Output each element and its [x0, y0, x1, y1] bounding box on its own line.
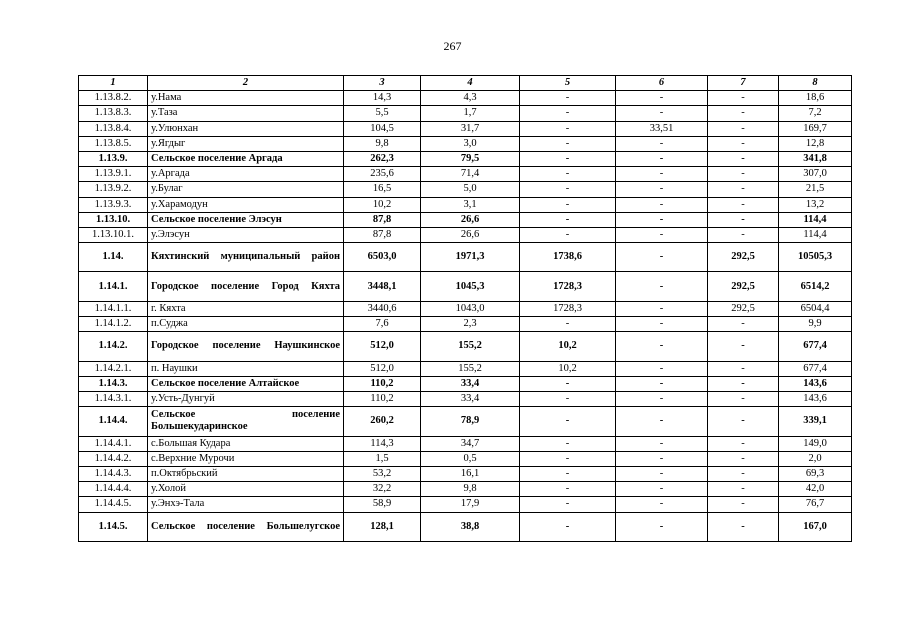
col-3-value: 104,5	[344, 121, 421, 136]
row-name: Сельское поселение Большекударинское	[148, 407, 344, 436]
row-code: 1.14.1.2.	[79, 317, 148, 332]
row-code: 1.14.2.	[79, 332, 148, 361]
col-7-value: -	[708, 376, 779, 391]
row-code: 1.14.3.1.	[79, 391, 148, 406]
col-3-value: 87,8	[344, 227, 421, 242]
col-3-value: 3448,1	[344, 272, 421, 301]
col-4-value: 3,0	[421, 136, 520, 151]
table-row	[79, 243, 852, 272]
table-row	[79, 512, 852, 541]
row-name: у.Нама	[148, 91, 344, 106]
row-name: Сельское поселение Большелугское	[148, 512, 344, 541]
col-3-value: 110,2	[344, 376, 421, 391]
col-8-total: 114,4	[779, 212, 852, 227]
col-5-value: -	[520, 451, 616, 466]
table-row	[79, 91, 852, 106]
col-5-value: -	[520, 497, 616, 512]
col-5-value: -	[520, 91, 616, 106]
col-5-value: -	[520, 376, 616, 391]
table-row	[79, 317, 852, 332]
row-code: 1.13.9.	[79, 151, 148, 166]
row-name: Сельское поселение Алтайское	[148, 376, 344, 391]
col-6-value: -	[616, 332, 708, 361]
col-5-value: -	[520, 407, 616, 436]
col-5-value: -	[520, 151, 616, 166]
row-name: у.Харамодун	[148, 197, 344, 212]
row-name: у.Элэсун	[148, 227, 344, 242]
row-code: 1.14.3.	[79, 376, 148, 391]
table-row	[79, 272, 852, 301]
col-7-value: 292,5	[708, 272, 779, 301]
col-3-value: 53,2	[344, 466, 421, 481]
col-8-total: 167,0	[779, 512, 852, 541]
col-5-value: 1728,3	[520, 301, 616, 316]
row-name: у.Ягдыг	[148, 136, 344, 151]
col-7-value: -	[708, 391, 779, 406]
row-name: п.Суджа	[148, 317, 344, 332]
col-5-value: 1728,3	[520, 272, 616, 301]
col-7-value: -	[708, 182, 779, 197]
data-table	[78, 75, 852, 542]
row-name: г. Кяхта	[148, 301, 344, 316]
col-7-value: -	[708, 497, 779, 512]
table-row	[79, 407, 852, 436]
col-5-value: -	[520, 121, 616, 136]
col-8-total: 21,5	[779, 182, 852, 197]
col-8-total: 69,3	[779, 466, 852, 481]
col-4-value: 5,0	[421, 182, 520, 197]
row-code: 1.14.4.5.	[79, 497, 148, 512]
table-row	[79, 182, 852, 197]
header-cell: 2	[148, 76, 344, 91]
col-4-value: 16,1	[421, 466, 520, 481]
col-4-value: 4,3	[421, 91, 520, 106]
col-4-value: 34,7	[421, 436, 520, 451]
col-6-value: -	[616, 407, 708, 436]
col-8-total: 341,8	[779, 151, 852, 166]
col-8-total: 339,1	[779, 407, 852, 436]
col-3-value: 16,5	[344, 182, 421, 197]
row-code: 1.14.4.4.	[79, 482, 148, 497]
col-7-value: -	[708, 91, 779, 106]
row-code: 1.13.8.3.	[79, 106, 148, 121]
col-6-value: -	[616, 272, 708, 301]
col-4-value: 9,8	[421, 482, 520, 497]
table-row	[79, 136, 852, 151]
row-name: Городское поселение Город Кяхта	[148, 272, 344, 301]
col-6-value: -	[616, 512, 708, 541]
col-7-value: 292,5	[708, 301, 779, 316]
col-3-value: 260,2	[344, 407, 421, 436]
col-4-value: 71,4	[421, 167, 520, 182]
table-row	[79, 301, 852, 316]
col-8-total: 169,7	[779, 121, 852, 136]
col-7-value: -	[708, 227, 779, 242]
row-code: 1.13.10.	[79, 212, 148, 227]
row-code: 1.14.4.2.	[79, 451, 148, 466]
col-3-value: 3440,6	[344, 301, 421, 316]
col-3-value: 1,5	[344, 451, 421, 466]
row-code: 1.13.9.2.	[79, 182, 148, 197]
col-7-value: 292,5	[708, 243, 779, 272]
col-8-total: 143,6	[779, 376, 852, 391]
col-4-value: 0,5	[421, 451, 520, 466]
col-3-value: 32,2	[344, 482, 421, 497]
col-5-value: -	[520, 317, 616, 332]
col-7-value: -	[708, 136, 779, 151]
table-row	[79, 227, 852, 242]
row-name: у.Усть-Дунгуй	[148, 391, 344, 406]
table-row	[79, 212, 852, 227]
col-4-value: 38,8	[421, 512, 520, 541]
col-5-value: -	[520, 136, 616, 151]
col-8-total: 42,0	[779, 482, 852, 497]
table-row	[79, 332, 852, 361]
table-row	[79, 197, 852, 212]
row-name: у.Энхэ-Тала	[148, 497, 344, 512]
col-3-value: 5,5	[344, 106, 421, 121]
col-4-value: 1043,0	[421, 301, 520, 316]
col-6-value: -	[616, 376, 708, 391]
col-8-total: 677,4	[779, 332, 852, 361]
col-4-value: 33,4	[421, 391, 520, 406]
col-3-value: 128,1	[344, 512, 421, 541]
col-6-value: -	[616, 317, 708, 332]
col-3-value: 235,6	[344, 167, 421, 182]
col-4-value: 26,6	[421, 227, 520, 242]
row-name: п. Наушки	[148, 361, 344, 376]
col-7-value: -	[708, 451, 779, 466]
row-code: 1.14.5.	[79, 512, 148, 541]
row-name: у.Таза	[148, 106, 344, 121]
col-6-value: -	[616, 482, 708, 497]
col-8-total: 10505,3	[779, 243, 852, 272]
col-6-value: -	[616, 497, 708, 512]
col-6-value: -	[616, 451, 708, 466]
col-3-value: 9,8	[344, 136, 421, 151]
col-5-value: -	[520, 167, 616, 182]
col-7-value: -	[708, 121, 779, 136]
col-4-value: 1971,3	[421, 243, 520, 272]
col-5-value: -	[520, 106, 616, 121]
header-cell: 8	[779, 76, 852, 91]
table-row	[79, 451, 852, 466]
row-code: 1.13.9.1.	[79, 167, 148, 182]
col-4-value: 79,5	[421, 151, 520, 166]
col-4-value: 155,2	[421, 361, 520, 376]
col-7-value: -	[708, 361, 779, 376]
col-8-total: 6514,2	[779, 272, 852, 301]
row-code: 1.14.1.	[79, 272, 148, 301]
row-code: 1.14.	[79, 243, 148, 272]
col-7-value: -	[708, 436, 779, 451]
table-body	[79, 91, 852, 542]
col-7-value: -	[708, 197, 779, 212]
col-6-value: -	[616, 466, 708, 481]
col-3-value: 114,3	[344, 436, 421, 451]
row-name: п.Октябрьский	[148, 466, 344, 481]
row-name: у.Холой	[148, 482, 344, 497]
col-6-value: -	[616, 182, 708, 197]
col-6-value: -	[616, 197, 708, 212]
col-6-value: -	[616, 136, 708, 151]
header-cell: 5	[520, 76, 616, 91]
row-code: 1.14.4.	[79, 407, 148, 436]
col-6-value: -	[616, 167, 708, 182]
col-5-value: -	[520, 391, 616, 406]
col-8-total: 13,2	[779, 197, 852, 212]
col-5-value: -	[520, 436, 616, 451]
col-5-value: -	[520, 182, 616, 197]
header-cell: 6	[616, 76, 708, 91]
col-4-value: 3,1	[421, 197, 520, 212]
header-cell: 7	[708, 76, 779, 91]
row-code: 1.13.10.1.	[79, 227, 148, 242]
row-name: у.Аргада	[148, 167, 344, 182]
col-7-value: -	[708, 106, 779, 121]
col-6-value: -	[616, 212, 708, 227]
col-8-total: 6504,4	[779, 301, 852, 316]
col-8-total: 143,6	[779, 391, 852, 406]
table-row	[79, 391, 852, 406]
col-4-value: 26,6	[421, 212, 520, 227]
row-name: с.Верхние Мурочи	[148, 451, 344, 466]
table-row	[79, 121, 852, 136]
col-6-value: -	[616, 227, 708, 242]
col-4-value: 1,7	[421, 106, 520, 121]
table-row	[79, 361, 852, 376]
col-3-value: 14,3	[344, 91, 421, 106]
col-8-total: 12,8	[779, 136, 852, 151]
row-name: с.Большая Кудара	[148, 436, 344, 451]
col-3-value: 7,6	[344, 317, 421, 332]
table-row	[79, 466, 852, 481]
col-5-value: -	[520, 466, 616, 481]
row-code: 1.13.8.2.	[79, 91, 148, 106]
col-5-value: -	[520, 512, 616, 541]
header-cell: 4	[421, 76, 520, 91]
table-row	[79, 497, 852, 512]
row-code: 1.14.1.1.	[79, 301, 148, 316]
col-7-value: -	[708, 317, 779, 332]
page-number: 267	[443, 39, 462, 53]
col-6-value: -	[616, 301, 708, 316]
row-name: Сельское поселение Элэсун	[148, 212, 344, 227]
col-5-value: -	[520, 227, 616, 242]
col-7-value: -	[708, 482, 779, 497]
row-name: Сельское поселение Аргада	[148, 151, 344, 166]
table-row	[79, 436, 852, 451]
row-code: 1.14.4.1.	[79, 436, 148, 451]
col-5-value: 1738,6	[520, 243, 616, 272]
col-7-value: -	[708, 212, 779, 227]
col-8-total: 677,4	[779, 361, 852, 376]
col-7-value: -	[708, 167, 779, 182]
table-row	[79, 167, 852, 182]
col-5-value: -	[520, 212, 616, 227]
header-cell: 1	[79, 76, 148, 91]
col-7-value: -	[708, 512, 779, 541]
col-3-value: 6503,0	[344, 243, 421, 272]
col-6-value: -	[616, 436, 708, 451]
row-code: 1.13.9.3.	[79, 197, 148, 212]
row-name: у.Улюнхан	[148, 121, 344, 136]
table-row	[79, 151, 852, 166]
col-7-value: -	[708, 466, 779, 481]
col-4-value: 33,4	[421, 376, 520, 391]
row-code: 1.14.4.3.	[79, 466, 148, 481]
col-6-value: -	[616, 91, 708, 106]
row-code: 1.13.8.5.	[79, 136, 148, 151]
col-3-value: 10,2	[344, 197, 421, 212]
col-7-value: -	[708, 151, 779, 166]
col-3-value: 262,3	[344, 151, 421, 166]
table-row	[79, 106, 852, 121]
col-8-total: 2,0	[779, 451, 852, 466]
col-3-value: 512,0	[344, 361, 421, 376]
col-3-value: 87,8	[344, 212, 421, 227]
col-7-value: -	[708, 332, 779, 361]
col-7-value: -	[708, 407, 779, 436]
col-5-value: -	[520, 197, 616, 212]
col-5-value: 10,2	[520, 332, 616, 361]
col-6-value: -	[616, 391, 708, 406]
col-4-value: 155,2	[421, 332, 520, 361]
col-3-value: 512,0	[344, 332, 421, 361]
col-4-value: 2,3	[421, 317, 520, 332]
header-cell: 3	[344, 76, 421, 91]
row-code: 1.13.8.4.	[79, 121, 148, 136]
col-3-value: 58,9	[344, 497, 421, 512]
col-6-value: -	[616, 243, 708, 272]
col-8-total: 149,0	[779, 436, 852, 451]
table-row	[79, 482, 852, 497]
row-code: 1.14.2.1.	[79, 361, 148, 376]
row-name: у.Булаг	[148, 182, 344, 197]
row-name: Городское поселение Наушкинское	[148, 332, 344, 361]
col-6-value: -	[616, 151, 708, 166]
row-name: Кяхтинский муниципальный район	[148, 243, 344, 272]
col-6-value: -	[616, 361, 708, 376]
col-8-total: 9,9	[779, 317, 852, 332]
col-5-value: 10,2	[520, 361, 616, 376]
col-4-value: 31,7	[421, 121, 520, 136]
col-5-value: -	[520, 482, 616, 497]
col-4-value: 78,9	[421, 407, 520, 436]
table-row	[79, 376, 852, 391]
col-6-value: -	[616, 106, 708, 121]
col-3-value: 110,2	[344, 391, 421, 406]
col-8-total: 114,4	[779, 227, 852, 242]
col-8-total: 76,7	[779, 497, 852, 512]
col-8-total: 18,6	[779, 91, 852, 106]
col-4-value: 17,9	[421, 497, 520, 512]
header-row	[79, 76, 852, 91]
col-4-value: 1045,3	[421, 272, 520, 301]
col-6-value: 33,51	[616, 121, 708, 136]
col-8-total: 7,2	[779, 106, 852, 121]
col-8-total: 307,0	[779, 167, 852, 182]
